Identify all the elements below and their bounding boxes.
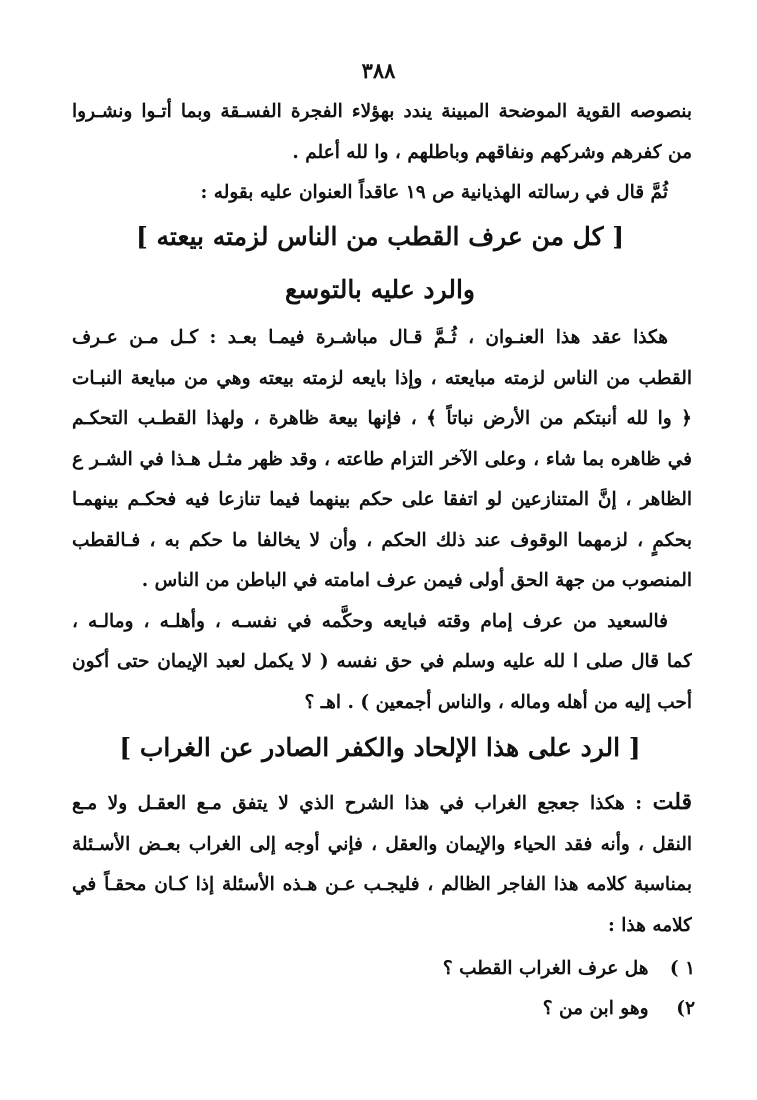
qalat-label: قلت — [652, 789, 692, 815]
paragraph-rebuttal — [72, 782, 692, 946]
text-line: المنصوب من جهة الحق أولى فيمن عرف امامته في الباطن من الناس . — [141, 570, 692, 591]
text-line: بمناسبة كلامه هذا الفاجر الظالم ، فليجـب عـن هـذه الأسئلة إذا كـان محقـاً في — [72, 874, 692, 895]
page-number: ٣٨٨ — [361, 58, 396, 83]
section-heading-1: [ كل من عرف القطب من الناس لزمته بيعته ] — [135, 222, 625, 251]
text-line — [72, 782, 692, 825]
text-line: فالسعيد من عرف إمام وقته فبايعه وحكَّمه في نفسـه ، وأهلـه ، ومالـه ، — [72, 610, 668, 632]
text-line: ثُمَّ قال في رسالته الهذيانية ص ١٩ عاقداً العنوان عليه بقوله : — [200, 182, 668, 203]
text-line: النقل ، وأنه فقد الحياء والإيمان والعقل ، فإني أوجه إلى الغراب بعـض الأسـئلة — [72, 833, 692, 855]
section-heading-2: [ الرد على هذا الإلحاد والكفر الصادر عن الغراب ] — [119, 733, 641, 762]
section-subheading-1: والرد عليه بالتوسع — [284, 275, 475, 304]
text-line: القطب من الناس لزمته مبايعته ، وإذا بايعه لزمته بيعته وهي من مبايعة النبـات — [72, 367, 692, 389]
text-line: كلامه هذا : — [608, 914, 692, 936]
text-line: أحب إليه من أهله وماله ، والناس أجمعين ) . اهـ ؟ — [304, 691, 692, 713]
text-line: هكذا عقد هذا العنـوان ، ثُـمَّ قـال مباشـرة فيمـا بعـد : كـل مـن عـرف — [72, 327, 668, 348]
paragraph-quote — [72, 318, 692, 723]
list-number: ٢) — [676, 998, 695, 1019]
list-item — [543, 998, 695, 1019]
paragraph-intro — [72, 92, 692, 214]
text-line: من كفرهم وشركهم ونفاقهم وباطلهم ، وا لله أعلم . — [292, 141, 692, 163]
list-number: ١ ) — [669, 958, 695, 979]
list-text: هل عرف الغراب القطب ؟ — [442, 958, 649, 979]
text-line: ﴿ وا لله أنبتكم من الأرض نباتاً ﴾ ، فإنها بيعة ظاهرة ، ولهذا القطـب التحكـم — [72, 408, 692, 429]
text-line: الظاهر ، إنَّ المتنازعين لو اتفقا على حكم بينهما فيما تنازعا فيه فحكـم بينهمـا — [72, 489, 692, 510]
list-item — [443, 958, 695, 979]
text-line-rest: : هكذا جعجع الغراب في هذا الشرح الذي لا يتفق مـع العقـل ولا مـع — [72, 793, 653, 814]
text-line: كما قال صلى ا لله عليه وسلم في حق نفسه ( لا يكمل لعبد الإيمان حتى أكون — [72, 651, 692, 672]
text-line: في ظاهره بما شاء ، وعلى الآخر التزام طاعته ، وقد ظهر مثـل هـذا في الشـر ع — [72, 448, 692, 470]
list-text: وهو ابن من ؟ — [542, 998, 649, 1019]
text-line: بحكمٍ ، لزمهما الوقوف عند ذلك الحكم ، وأن لا يخالفا ما حكم به ، فـالقطب — [72, 529, 692, 551]
text-line: بنصوصه القوية الموضحة المبينة يندد بهؤلاء الفجرة الفسـقة وبما أتـوا ونشـروا — [72, 101, 692, 122]
